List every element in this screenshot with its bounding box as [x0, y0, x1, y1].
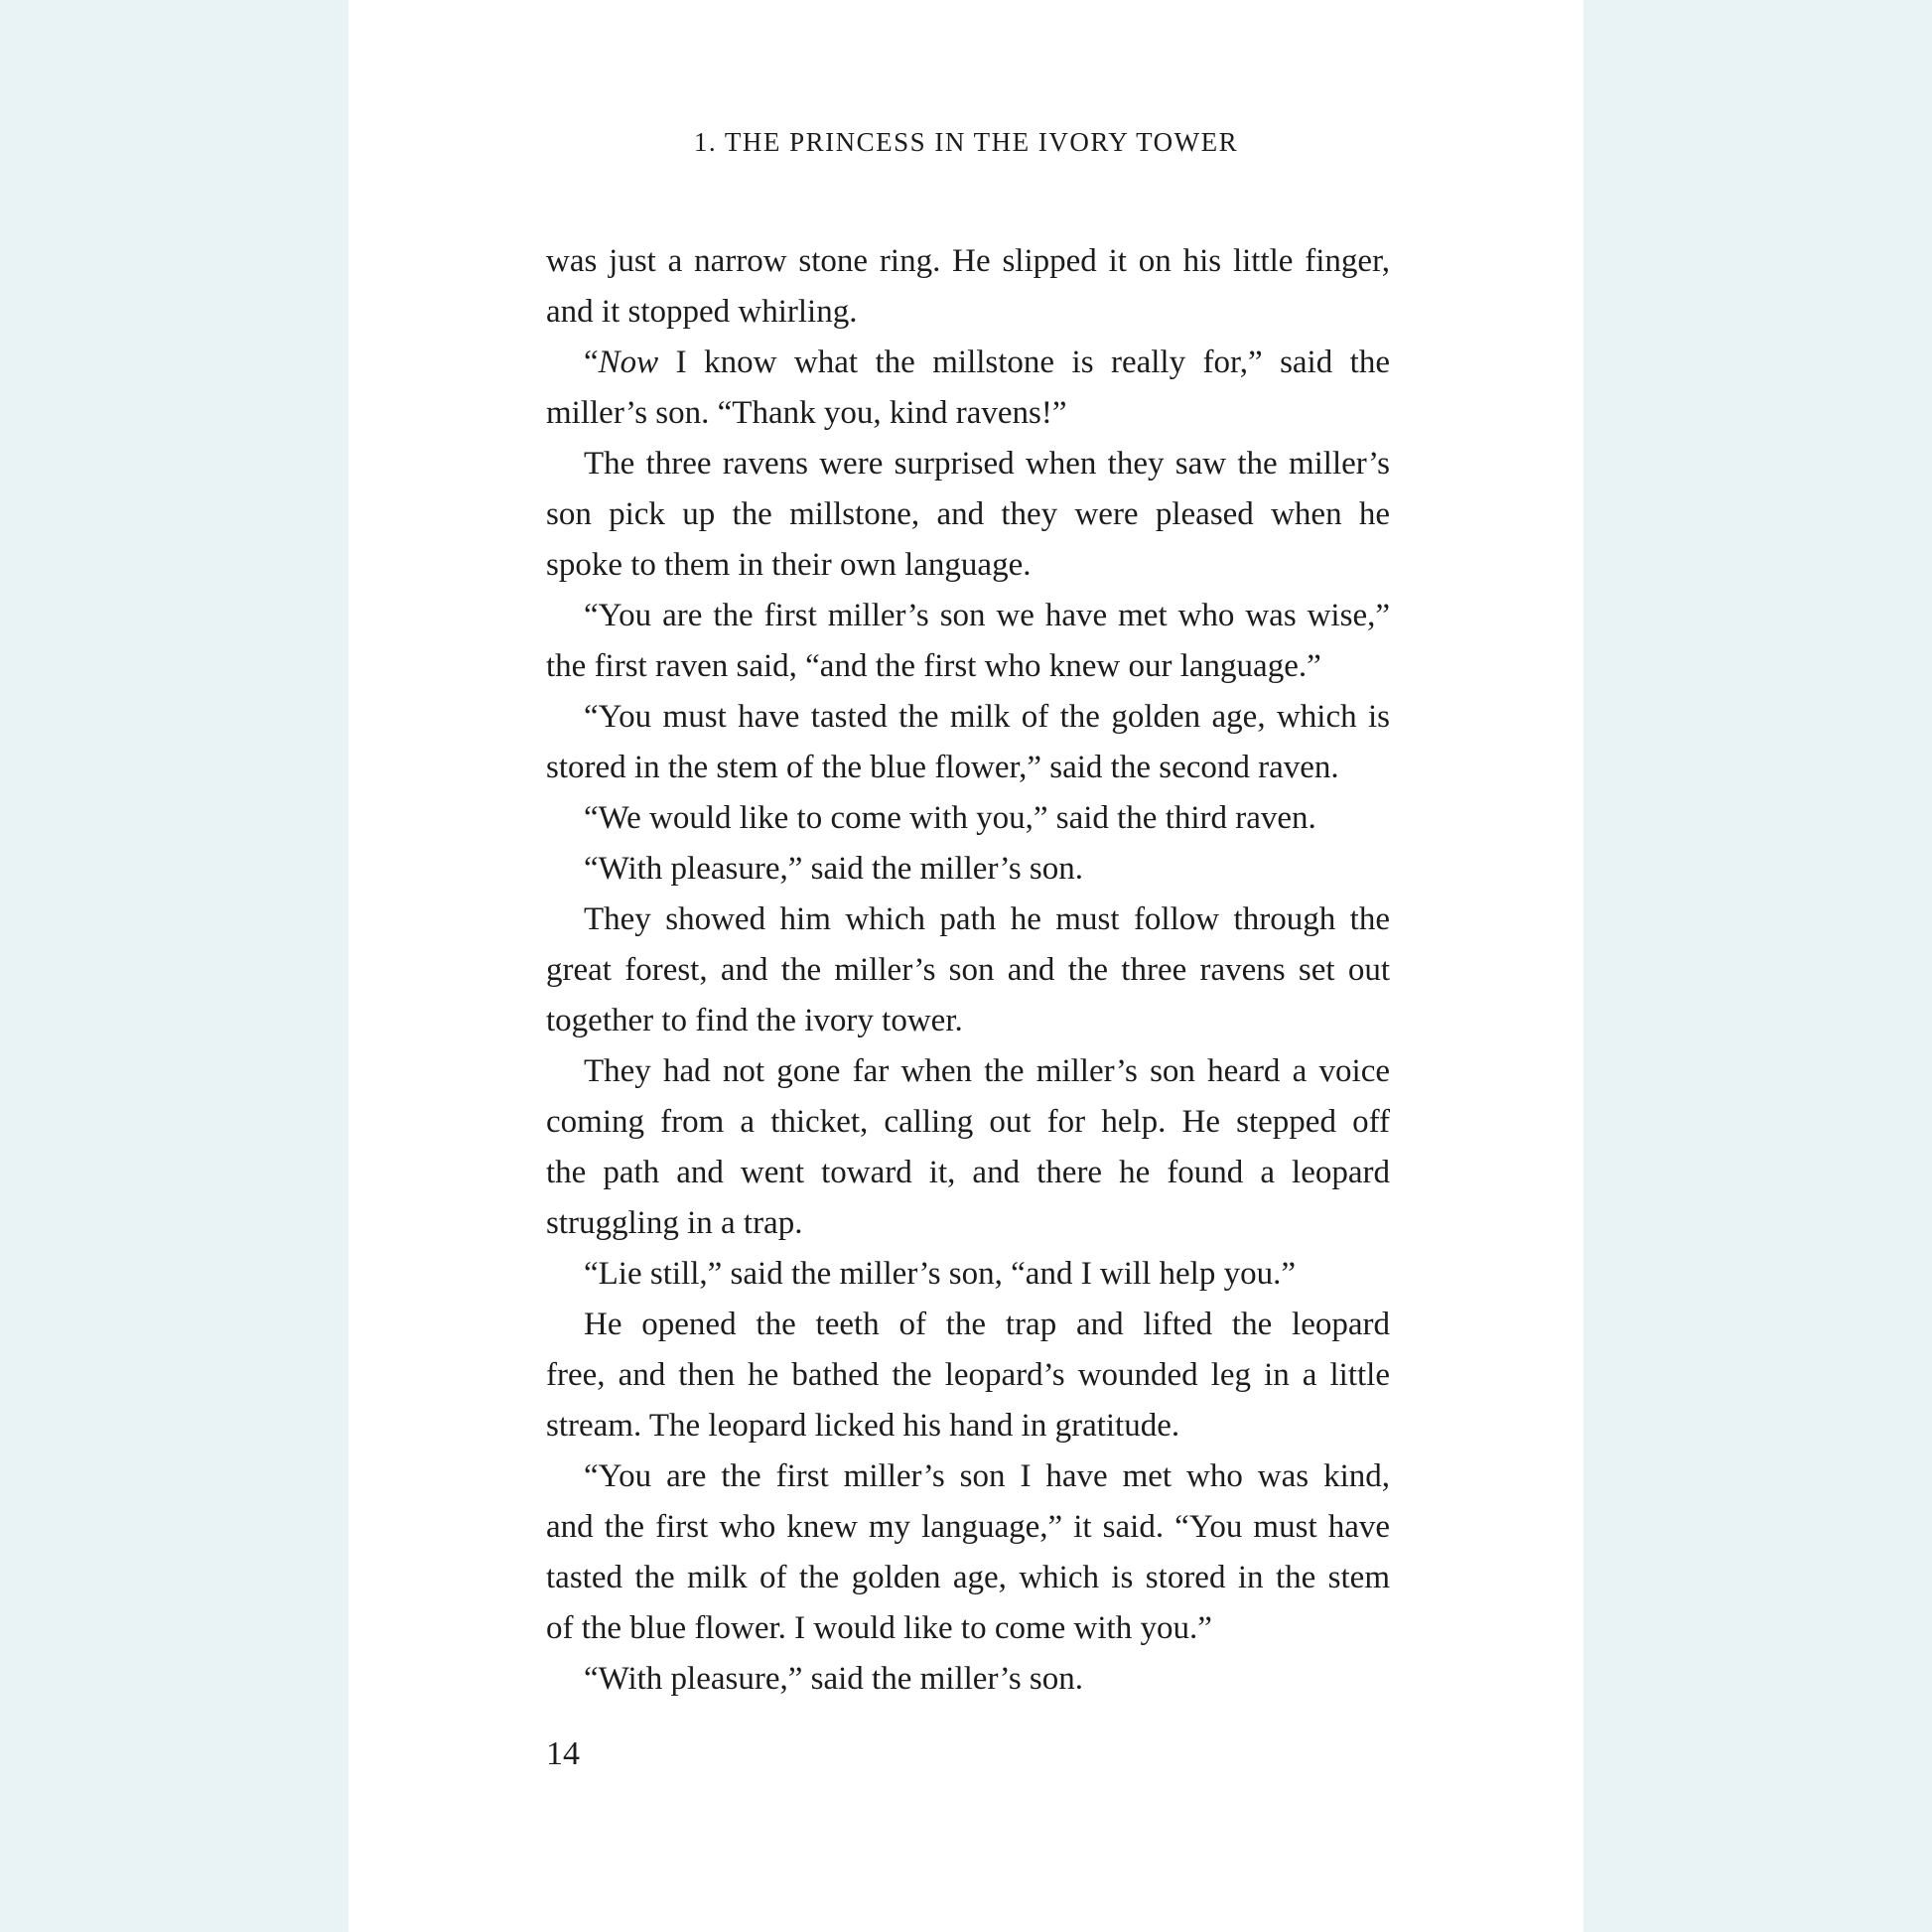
- text-line: “You are the first miller’s son I have met who was kind,: [584, 1458, 1390, 1494]
- text-line: tasted the milk of the golden age, which is stored in the stem: [546, 1560, 1390, 1595]
- text-line: “You must have tasted the milk of the golden age, which is: [584, 699, 1390, 735]
- running-head: 1. THE PRINCESS IN THE IVORY TOWER: [693, 127, 1239, 157]
- text-line: The three ravens were surprised when they saw the miller’s: [584, 446, 1390, 482]
- text-line: “Lie still,” said the miller’s son, “and I will help you.”: [584, 1256, 1296, 1292]
- body-text: [546, 236, 1390, 1705]
- text-line: “With pleasure,” said the miller’s son.: [584, 1661, 1084, 1697]
- text-line: free, and then he bathed the leopard’s wounded leg in a little: [546, 1357, 1390, 1393]
- text-line: “You are the first miller’s son we have met who was wise,”: [584, 598, 1390, 633]
- text-line: “We would like to come with you,” said the third raven.: [584, 800, 1316, 836]
- book-page: [348, 0, 1584, 1932]
- text-line: the first raven said, “and the first who knew our language.”: [546, 648, 1321, 684]
- text-line: He opened the teeth of the trap and lifted the leopard: [584, 1307, 1390, 1342]
- text-line: spoke to them in their own language.: [546, 547, 1032, 583]
- text-line: was just a narrow stone ring. He slipped it on his little finger,: [546, 243, 1390, 279]
- quote-open: “: [584, 345, 599, 380]
- text-line: together to find the ivory tower.: [546, 1003, 963, 1038]
- text-line: of the blue flower. I would like to come with you.”: [546, 1610, 1212, 1646]
- text-line: [546, 338, 1390, 388]
- text-line: They had not gone far when the miller’s son heard a voice: [584, 1053, 1390, 1089]
- text-line: son pick up the millstone, and they were pleased when he: [546, 496, 1390, 532]
- text-line: coming from a thicket, calling out for help. He stepped off: [546, 1104, 1390, 1140]
- text-line: stored in the stem of the blue flower,” said the second raven.: [546, 750, 1339, 785]
- italic-word: Now: [598, 345, 659, 380]
- text-line: “With pleasure,” said the miller’s son.: [584, 851, 1084, 887]
- text-line: and it stopped whirling.: [546, 294, 858, 330]
- text-line: struggling in a trap.: [546, 1205, 803, 1241]
- page-number: 14: [546, 1735, 580, 1772]
- text-line: stream. The leopard licked his hand in gratitude.: [546, 1408, 1180, 1444]
- text-line: They showed him which path he must follow through the: [584, 901, 1390, 937]
- text-line: and the first who knew my language,” it said. “You must have: [546, 1509, 1390, 1545]
- text-line: the path and went toward it, and there he found a leopard: [546, 1155, 1390, 1190]
- text-line: great forest, and the miller’s son and the three ravens set out: [546, 952, 1390, 988]
- line-text: I know what the millstone is really for,” said the: [658, 345, 1390, 380]
- text-line: miller’s son. “Thank you, kind ravens!”: [546, 395, 1067, 431]
